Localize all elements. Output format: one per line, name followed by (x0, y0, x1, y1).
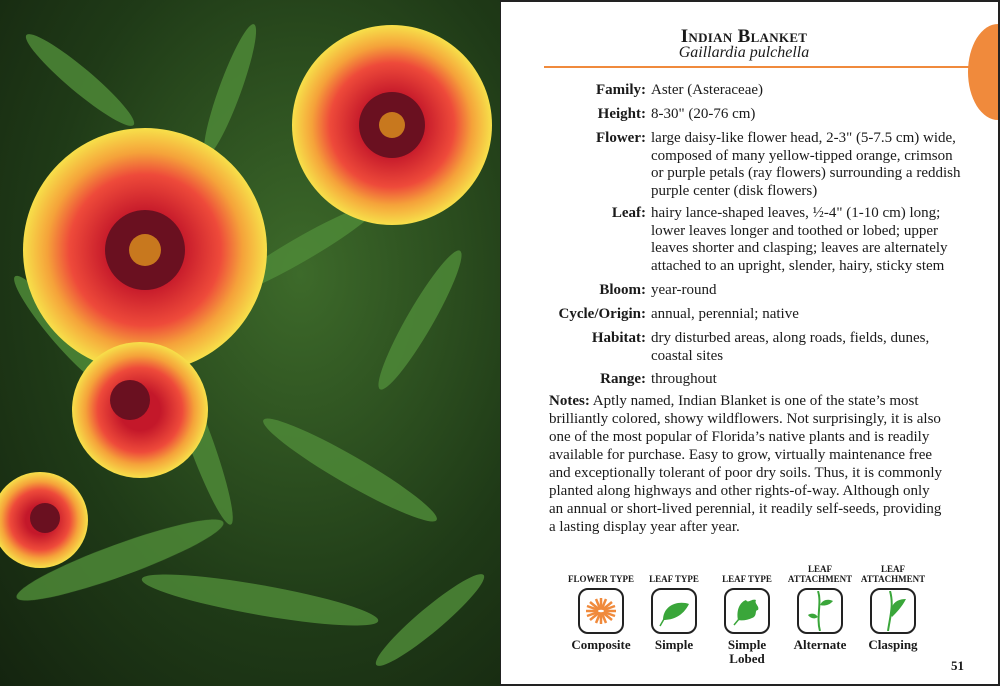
icon-label: Alternate (793, 637, 847, 652)
fact-value-line: or purple petals (ray flowers) surrounding a reddish (651, 165, 961, 181)
fact-label: Cycle/Origin: (558, 306, 646, 322)
fact-value-line: composed of many yellow-tipped orange, crimson (651, 147, 953, 164)
fact-value (651, 130, 981, 200)
icon-flower-type (566, 564, 636, 652)
identification-icons (561, 564, 941, 674)
fact-value-line: throughout (651, 371, 717, 387)
fact-value (651, 330, 981, 365)
fact-value (651, 371, 981, 389)
common-name-title: Indian Blanket (680, 26, 808, 47)
fact-value (651, 282, 981, 300)
icon-label: Simple Lobed (727, 637, 767, 666)
scientific-name: Gaillardia pulchella (678, 44, 810, 61)
icon-label: Composite (571, 637, 631, 652)
fact-value (651, 106, 981, 124)
fact-value-line: Aster (Asteraceae) (651, 82, 764, 98)
fact-value-line: leaves shorter and clasping; leaves are alternately (651, 240, 948, 256)
field-guide-page (501, 2, 998, 684)
alternate-leaf-icon (803, 591, 837, 631)
notes-line: one of the most popular of Florida’s native plants and is readily (549, 429, 930, 445)
fact-value-line: 8-30" (20-76 cm) (651, 106, 756, 122)
fact-value-line: large daisy-like flower head, 2-3" (5-7.5 cm) wide, (651, 130, 956, 146)
notes-line: planted along highways and other rights-of-way. Although only (549, 483, 930, 499)
fact-value-line: annual, perennial; native (651, 306, 799, 322)
fact-label: Bloom: (599, 282, 646, 298)
icon-heading: LEAF ATTACHMENT (787, 564, 853, 584)
fact-label: Range: (600, 371, 646, 387)
notes-line: a lasting display year after year. (549, 519, 740, 535)
notes-line: available for purchase. Easy to grow, virtually maintenance free (549, 447, 933, 463)
fact-value-line: year-round (651, 282, 717, 298)
notes-section (549, 392, 979, 536)
icon-heading: FLOWER TYPE (567, 574, 635, 584)
icon-heading: LEAF TYPE (722, 574, 772, 584)
fact-label: Leaf: (611, 205, 646, 221)
fact-value (651, 82, 981, 100)
simple-leaf-icon (657, 594, 691, 628)
simple-lobed-leaf-icon (730, 594, 764, 628)
page-number: 51 (951, 658, 964, 673)
notes-line: an annual or short-lived perennial, it readily self-seeds, providing (549, 501, 942, 517)
icon-label: Clasping (868, 637, 918, 652)
fact-value (651, 205, 981, 275)
fact-value-line: dry disturbed areas, along roads, fields, dunes, (651, 330, 930, 346)
icon-leaf-attachment-alternate (785, 564, 855, 652)
fact-value-line: coastal sites (651, 347, 724, 364)
fact-value-line: lower leaves longer and toothed or lobed; upper (651, 222, 938, 239)
fact-value (651, 306, 981, 324)
clasping-leaf-icon (876, 591, 910, 631)
icon-heading: LEAF ATTACHMENT (860, 564, 926, 584)
icon-heading: LEAF TYPE (649, 574, 699, 584)
fact-label: Habitat: (591, 330, 646, 346)
title-divider (544, 66, 984, 68)
fact-label: Flower: (596, 130, 646, 146)
fact-label: Height: (597, 106, 646, 122)
notes-line: Aptly named, Indian Blanket is one of the state’s most (589, 393, 919, 409)
composite-flower-icon (584, 594, 618, 628)
notes-label: Notes: (549, 393, 590, 409)
notes-line: and exceptionally tolerant of poor dry soils. Thus, it is commonly (549, 465, 942, 481)
icon-leaf-attachment-clasping (858, 564, 928, 652)
fact-value-line: attached to an upright, slender, hairy, sticky stem (651, 257, 945, 274)
notes-line: brilliantly colored, showy wildflowers. Not surprisingly, it is also (549, 411, 941, 427)
icon-leaf-type-simple (639, 564, 709, 652)
fact-label: Family: (596, 82, 646, 98)
fact-value-line: purple center (disk flowers) (651, 182, 818, 199)
fact-value-line: hairy lance-shaped leaves, ½-4" (1-10 cm) long; (651, 205, 941, 221)
icon-leaf-type-lobed (712, 564, 782, 666)
icon-label: Simple (654, 637, 694, 652)
